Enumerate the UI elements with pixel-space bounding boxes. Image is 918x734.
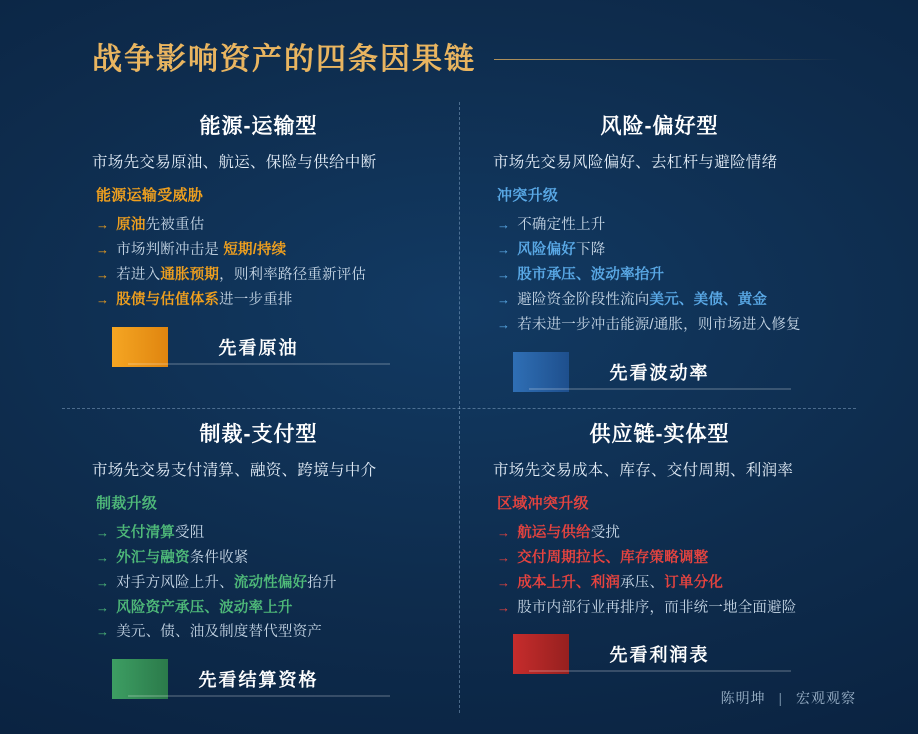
point-text: 股债与估值体系进一步重排 <box>116 291 293 308</box>
arrow-icon: → <box>497 524 511 540</box>
point-text: 航运与供给受扰 <box>517 524 621 541</box>
quadrant-risk-lede: 市场先交易风险偏好、去杠杆与避险情绪 <box>493 154 778 171</box>
quadrant-sanction-banner-wrap <box>92 659 425 699</box>
quadrant-energy-banner-label: 先看原油 <box>218 337 299 358</box>
point-item <box>96 288 425 313</box>
quadrant-sanction-banner-label: 先看结算资格 <box>198 670 319 691</box>
title-divider <box>494 59 840 60</box>
quadrant-energy-kicker: 能源运输受威胁 <box>96 187 204 204</box>
arrow-icon: → <box>96 291 110 307</box>
quadrant-sanction-lede: 市场先交易支付清算、融资、跨境与中介 <box>92 461 377 479</box>
banner-underline <box>128 363 390 365</box>
point-item <box>96 521 425 546</box>
quadrant-energy-banner-wrap <box>92 327 425 367</box>
quadrant-supply-banner-label: 先看利润表 <box>609 645 710 666</box>
point-text: 对手方风险上升、流动性偏好抬升 <box>116 574 337 591</box>
banner-underline <box>529 388 791 390</box>
quadrant-energy <box>58 100 459 408</box>
point-item <box>497 288 826 313</box>
footer-separator: | <box>778 690 784 706</box>
point-item <box>497 521 826 546</box>
point-text: 美元、债、油及制度替代型资产 <box>116 624 323 641</box>
arrow-icon: → <box>497 549 511 565</box>
point-item <box>497 571 826 596</box>
footer-credit <box>721 688 856 708</box>
point-item <box>497 546 826 571</box>
quadrant-risk-banner <box>529 352 791 392</box>
arrow-icon: → <box>497 316 511 332</box>
quadrant-supply-points <box>493 521 826 621</box>
quadrant-risk-banner-label: 先看波动率 <box>609 362 710 383</box>
arrow-icon: → <box>96 217 110 232</box>
banner-underline <box>529 670 791 672</box>
quadrant-energy-lede: 市场先交易原油、航运、保险与供给中断 <box>92 154 377 171</box>
quadrant-sanction-heading: 制裁-支付型 <box>199 422 318 446</box>
point-item <box>96 213 425 238</box>
quadrant-supply-banner-wrap <box>493 634 826 674</box>
quadrant-sanction-banner <box>128 659 390 699</box>
quadrant-supply-lede: 市场先交易成本、库存、交付周期、利润率 <box>493 461 794 479</box>
point-text: 支付清算受阻 <box>116 524 205 541</box>
banner-chip-icon <box>513 634 569 674</box>
arrow-icon: → <box>96 266 110 282</box>
arrow-icon: → <box>96 524 110 540</box>
point-text: 市场判断冲击是 短期/持续 <box>116 241 287 258</box>
point-text: 外汇与融资条件收紧 <box>116 549 249 566</box>
point-item <box>96 263 425 288</box>
quadrant-energy-banner <box>128 327 390 367</box>
point-text: 股市承压、波动率抬升 <box>517 266 665 283</box>
title-row <box>0 0 918 78</box>
point-text: 成本上升、利润承压、订单分化 <box>517 574 724 591</box>
point-item <box>497 313 826 338</box>
arrow-icon: → <box>497 241 511 257</box>
quadrant-risk <box>459 100 860 408</box>
arrow-icon: → <box>497 266 511 282</box>
quadrant-supply-heading: 供应链-实体型 <box>589 422 730 446</box>
arrow-icon: → <box>497 217 511 232</box>
arrow-icon: → <box>96 574 110 590</box>
point-item <box>497 596 826 621</box>
arrow-icon: → <box>96 241 110 257</box>
point-item <box>497 213 826 238</box>
quadrant-energy-points <box>92 213 425 313</box>
quadrant-risk-points <box>493 213 826 338</box>
quadrant-sanction-points <box>92 521 425 646</box>
arrow-icon: → <box>96 624 110 640</box>
quadrant-supply-kicker: 区域冲突升级 <box>497 494 589 512</box>
arrow-icon: → <box>96 599 110 615</box>
quadrant-supply <box>459 408 860 716</box>
arrow-icon: → <box>497 291 511 307</box>
point-item <box>96 571 425 596</box>
footer-channel: 宏观观察 <box>796 690 856 706</box>
quadrant-sanction-kicker: 制裁升级 <box>96 494 158 512</box>
quadrant-risk-banner-wrap <box>493 352 826 392</box>
point-item <box>96 620 425 645</box>
quadrant-energy-heading: 能源-运输型 <box>199 115 318 138</box>
quadrant-risk-heading: 风险-偏好型 <box>600 115 719 138</box>
page-title: 战争影响资产的四条因果链 <box>92 43 476 76</box>
banner-chip-icon <box>112 327 168 367</box>
point-text: 风险资产承压、波动率上升 <box>116 599 293 616</box>
footer-author: 陈明坤 <box>720 690 766 706</box>
quadrant-risk-kicker: 冲突升级 <box>497 187 559 204</box>
point-item <box>497 238 826 263</box>
arrow-icon: → <box>497 599 511 615</box>
point-item <box>497 263 826 288</box>
banner-chip-icon <box>513 352 569 392</box>
point-text: 交付周期拉长、库存策略调整 <box>517 549 709 566</box>
point-text: 股市内部行业再排序，而非统一地全面避险 <box>517 599 797 616</box>
point-text: 风险偏好下降 <box>517 241 606 258</box>
point-text: 若进入通胀预期，则利率路径重新评估 <box>116 266 367 283</box>
banner-chip-icon <box>112 659 168 699</box>
point-text: 原油先被重估 <box>116 217 205 233</box>
point-text: 避险资金阶段性流向美元、美债、黄金 <box>517 291 768 308</box>
point-item <box>96 238 425 263</box>
point-item <box>96 596 425 621</box>
arrow-icon: → <box>96 549 110 565</box>
quadrant-grid <box>58 100 860 715</box>
point-text: 若未进一步冲击能源/通胀，则市场进入修复 <box>517 316 801 333</box>
point-item <box>96 546 425 571</box>
point-text: 不确定性上升 <box>517 217 606 233</box>
arrow-icon: → <box>497 574 511 590</box>
quadrant-sanction <box>58 408 459 716</box>
quadrant-supply-banner <box>529 634 791 674</box>
banner-underline <box>128 695 390 697</box>
grid-horizontal-divider <box>62 408 856 409</box>
